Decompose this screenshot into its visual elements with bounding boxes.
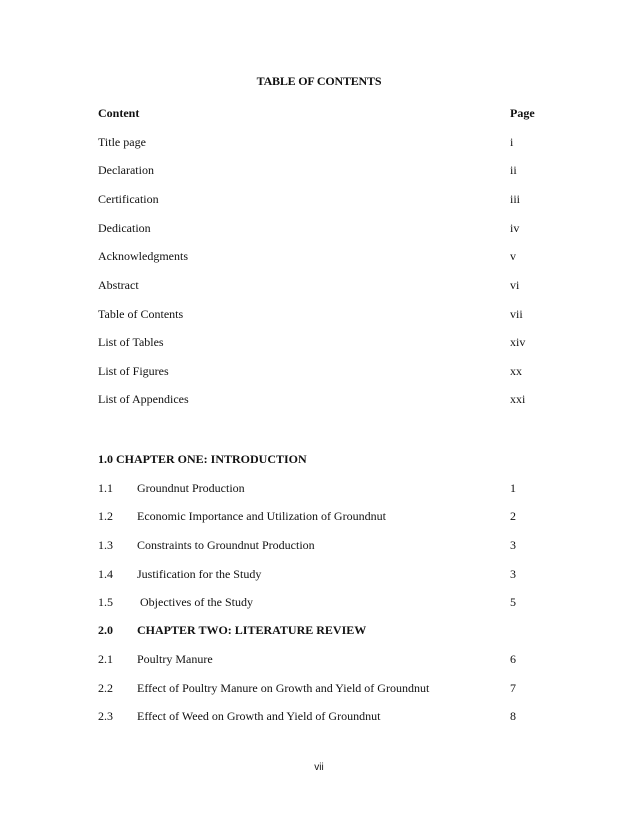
toc-entry-certification — [98, 191, 538, 207]
section-label: Constraints to Groundnut Production — [137, 538, 315, 552]
chapter-heading-label: CHAPTER TWO: LITERATURE REVIEW — [137, 623, 367, 637]
content-column-header: Content — [98, 106, 140, 120]
section-number: 2.1 — [98, 652, 113, 666]
footer-page-number: vii — [314, 762, 324, 773]
section-page: 8 — [510, 709, 516, 723]
toc-entry-page: vi — [510, 278, 520, 292]
section-label: Groundnut Production — [137, 481, 245, 495]
section-number: 1.1 — [98, 481, 113, 495]
toc-section-1-2 — [98, 508, 538, 524]
toc-entry-label: Acknowledgments — [98, 249, 188, 263]
toc-entry-list-of-appendices — [98, 391, 538, 407]
toc-entry-page: xiv — [510, 335, 526, 349]
section-page: 3 — [510, 538, 516, 552]
section-number: 1.3 — [98, 538, 113, 552]
toc-entry-label: Declaration — [98, 163, 154, 177]
section-page: 6 — [510, 652, 516, 666]
section-number: 2.2 — [98, 681, 113, 695]
page-column-header: Page — [510, 106, 535, 120]
toc-entry-page: xxi — [510, 392, 526, 406]
toc-entry-label: List of Appendices — [98, 392, 189, 406]
section-page: 7 — [510, 681, 516, 695]
toc-entry-page: iii — [510, 192, 521, 206]
chapter-number: 2.0 — [98, 623, 113, 637]
page-title: TABLE OF CONTENTS — [256, 74, 382, 88]
toc-entry-label: Dedication — [98, 221, 151, 235]
toc-entry-page: xx — [510, 364, 522, 378]
section-number: 2.3 — [98, 709, 113, 723]
toc-entry-page: ii — [510, 163, 517, 177]
section-number: 1.4 — [98, 567, 113, 581]
toc-entry-table-of-contents — [98, 306, 538, 322]
section-label: Poultry Manure — [137, 652, 213, 666]
toc-section-1-3 — [98, 537, 538, 553]
toc-entry-label: Table of Contents — [98, 307, 184, 321]
toc-header-row — [98, 105, 538, 121]
section-number: 1.5 — [98, 595, 113, 609]
toc-entry-page: i — [510, 135, 514, 149]
section-page: 5 — [510, 595, 516, 609]
toc-entry-page: v — [510, 249, 516, 263]
toc-entry-title-page — [98, 134, 538, 150]
toc-entry-label: Certification — [98, 192, 159, 206]
section-label: Effect of Poultry Manure on Growth and Yield of Groundnut — [137, 681, 430, 695]
toc-entry-list-of-figures — [98, 363, 538, 379]
toc-section-2-3 — [98, 708, 538, 724]
toc-entry-abstract — [98, 277, 538, 293]
toc-entry-page: vii — [510, 307, 523, 321]
section-page: 3 — [510, 567, 516, 581]
section-label: Justification for the Study — [137, 567, 262, 581]
chapter-heading-label: 1.0 CHAPTER ONE: INTRODUCTION — [98, 452, 307, 466]
toc-section-1-5 — [98, 594, 538, 610]
toc-entry-label: List of Figures — [98, 364, 169, 378]
toc-section-1-1 — [98, 480, 538, 496]
chapter-two-heading — [98, 622, 538, 638]
section-page: 2 — [510, 509, 516, 523]
toc-section-2-2 — [98, 680, 538, 696]
chapter-one-heading — [98, 451, 538, 467]
section-label: Objectives of the Study — [137, 595, 253, 609]
toc-entry-declaration — [98, 162, 538, 178]
toc-entry-label: Title page — [98, 135, 146, 149]
section-label: Economic Importance and Utilization of Groundnut — [137, 509, 386, 523]
toc-entry-dedication — [98, 220, 538, 236]
toc-section-1-4 — [98, 566, 538, 582]
section-number: 1.2 — [98, 509, 113, 523]
toc-entry-list-of-tables — [98, 334, 538, 350]
section-page: 1 — [510, 481, 516, 495]
toc-entry-label: List of Tables — [98, 335, 164, 349]
toc-section-2-1 — [98, 651, 538, 667]
toc-entry-page: iv — [510, 221, 520, 235]
toc-entry-label: Abstract — [98, 278, 139, 292]
toc-entry-acknowledgments — [98, 248, 538, 264]
section-label: Effect of Weed on Growth and Yield of Groundnut — [137, 709, 381, 723]
